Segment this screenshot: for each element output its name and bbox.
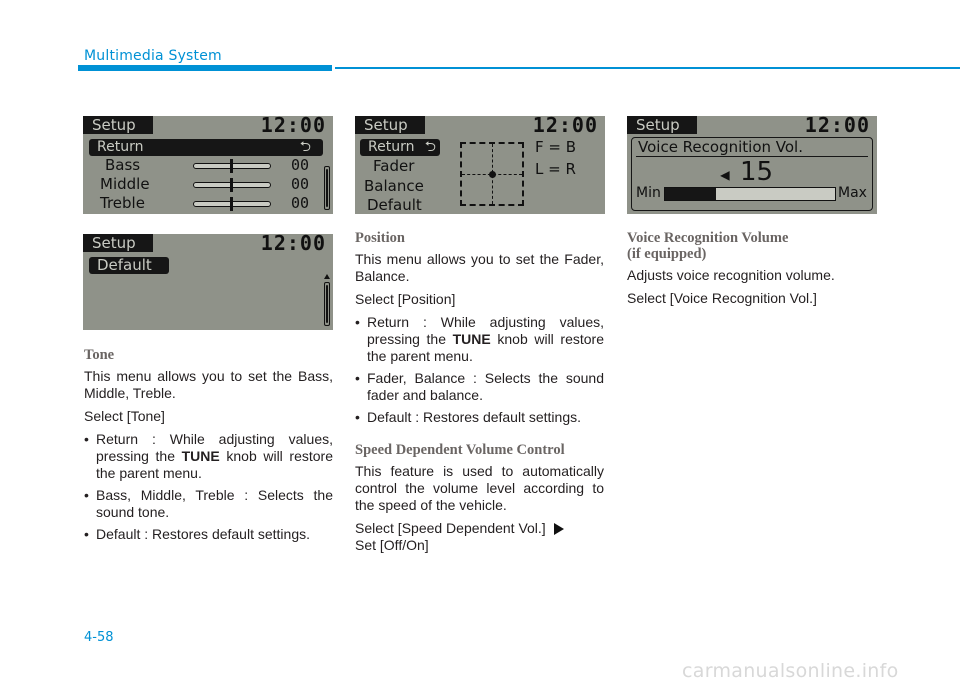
- volume-level-bar: [664, 187, 836, 201]
- position-bullet-default: • Default : Restores default settings.: [355, 409, 604, 426]
- volume-level-fill: [665, 188, 716, 200]
- voice-volume-panel: [631, 137, 873, 211]
- voice-select: Select [Voice Recognition Vol.]: [627, 290, 817, 306]
- arrow-right-icon: [554, 523, 564, 535]
- voice-section: [627, 230, 876, 313]
- clock: 12:00: [257, 234, 330, 252]
- voice-volume-screen: [627, 116, 877, 214]
- speed-set: Set [Off/On]: [355, 537, 429, 553]
- default-menu-item: Default: [89, 257, 169, 274]
- position-select: Select [Position]: [355, 291, 456, 307]
- setup-tab: Setup: [355, 116, 417, 134]
- setup-tab: Setup: [83, 116, 145, 134]
- watermark: carmanualsonline.info: [682, 660, 899, 682]
- speed-heading: Speed Dependent Volume Control: [355, 442, 565, 458]
- fader-balance-readout: F = B: [535, 138, 577, 156]
- return-arrow-icon: ⮌: [299, 139, 311, 155]
- default-screen: [83, 234, 333, 330]
- middle-value: 00: [291, 175, 310, 193]
- setup-tab: Setup: [83, 234, 145, 252]
- page-number: 4-58: [84, 630, 114, 645]
- tone-bullet-bass: • Bass, Middle, Treble : Selects the sound tone.: [84, 487, 333, 521]
- scrollbar: [324, 282, 330, 326]
- middle-label: Middle: [100, 175, 150, 193]
- scroll-up-arrow-icon: [324, 274, 330, 279]
- left-right-readout: L = R: [535, 160, 576, 178]
- bass-label: Bass: [105, 156, 141, 174]
- voice-body: Adjusts voice recognition volume.: [627, 267, 835, 283]
- speed-body: This feature is used to automatically control the volume level according to the speed of the vehicle.: [355, 463, 604, 513]
- volume-value: 15: [740, 157, 774, 187]
- middle-slider: [193, 182, 271, 188]
- tone-heading: Tone: [84, 347, 115, 363]
- header-rule: [335, 67, 960, 69]
- default-label: Default: [367, 196, 422, 214]
- tone-bullets: [84, 431, 333, 543]
- treble-label: Treble: [100, 194, 145, 212]
- position-screen: [355, 116, 605, 214]
- voice-volume-title: Voice Recognition Vol.: [638, 138, 803, 156]
- tone-select: Select [Tone]: [84, 408, 165, 424]
- speaker-icon: ◀: [720, 165, 730, 184]
- treble-value: 00: [291, 194, 310, 212]
- scrollbar: [324, 166, 330, 210]
- clock: 12:00: [801, 116, 874, 134]
- position-marker-icon: [489, 171, 496, 178]
- voice-heading: Voice Recognition Volume (if equipped): [627, 230, 789, 262]
- tone-section: [84, 347, 333, 549]
- bass-value: 00: [291, 156, 310, 174]
- fader-label: Fader: [373, 157, 415, 175]
- tone-intro: This menu allows you to set the Bass, Middle, Treble.: [84, 368, 333, 401]
- max-label: Max: [838, 185, 867, 201]
- speed-select: Select [Speed Dependent Vol.]: [355, 520, 604, 537]
- return-menu-item: Return ⮌: [360, 139, 440, 156]
- return-arrow-icon: ⮌: [424, 139, 436, 155]
- position-intro: This menu allows you to set the Fader, Balance.: [355, 251, 604, 284]
- setup-tab: Setup: [627, 116, 689, 134]
- balance-label: Balance: [364, 177, 424, 195]
- position-bullets: [355, 314, 604, 426]
- bass-slider: [193, 163, 271, 169]
- position-bullet-return: • Return : While adjusting values, pressing the TUNE knob will restore the parent menu.: [355, 314, 604, 365]
- return-menu-item: Return ⮌: [89, 139, 323, 156]
- header-bar-accent: [78, 65, 332, 71]
- tone-bullet-return: • Return : While adjusting values, pressing the TUNE knob will restore the parent menu.: [84, 431, 333, 482]
- section-title: Multimedia System: [84, 48, 222, 64]
- tone-bullet-default: • Default : Restores default settings.: [84, 526, 333, 543]
- treble-slider: [193, 201, 271, 207]
- position-grid: [460, 142, 524, 206]
- tone-screen: [83, 116, 333, 214]
- position-heading: Position: [355, 230, 405, 246]
- clock: 12:00: [529, 116, 602, 134]
- min-label: Min: [636, 185, 661, 201]
- position-bullet-fader: • Fader, Balance : Selects the sound fader and balance.: [355, 370, 604, 404]
- clock: 12:00: [257, 116, 330, 134]
- position-section: [355, 230, 604, 560]
